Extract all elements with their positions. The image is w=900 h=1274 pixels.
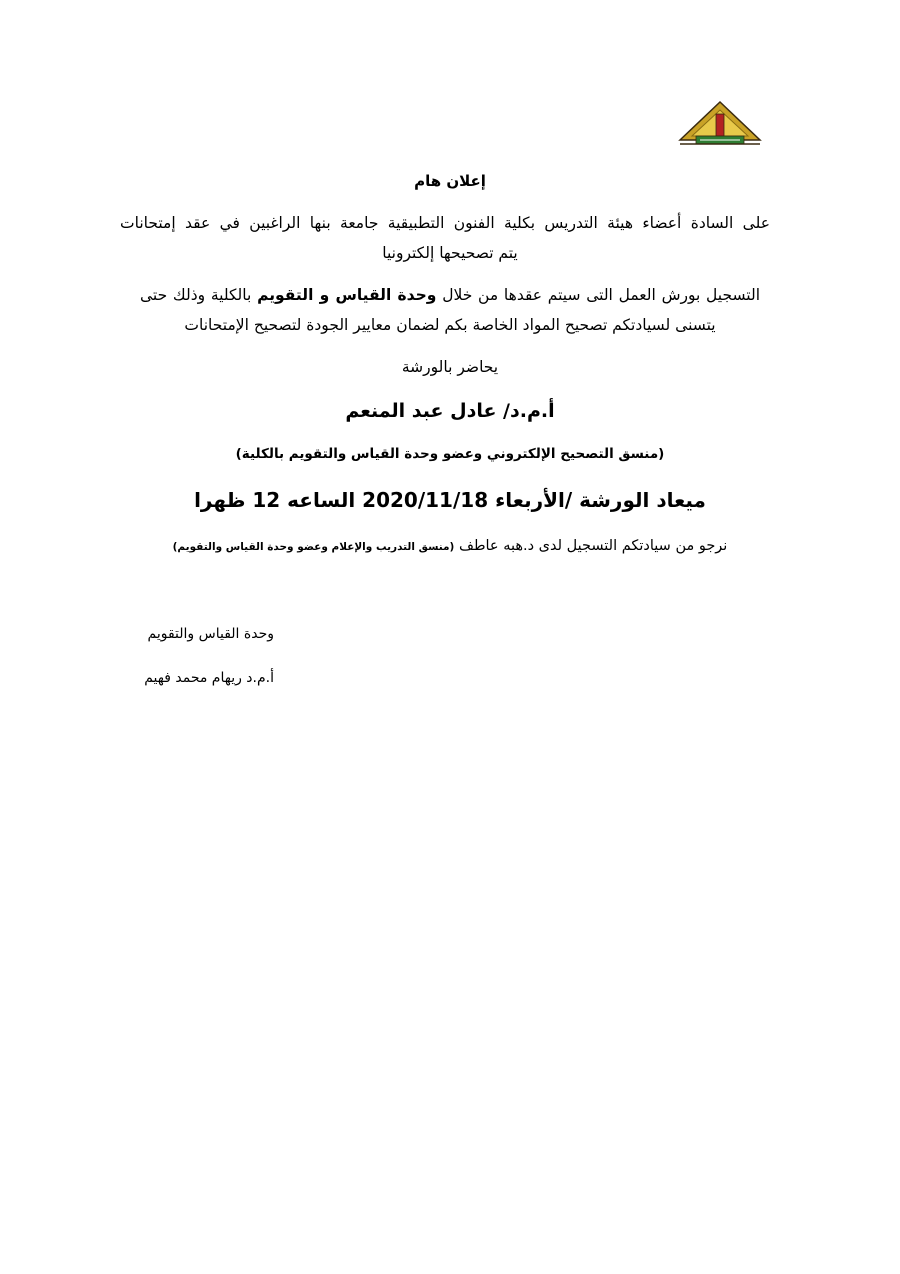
contact-role: (منسق التدريب والإعلام وعضو وحدة القياس والتقويم) (172, 541, 455, 553)
measurement-unit-name: وحدة القياس و التقويم (257, 286, 437, 304)
signature-name: أ.م.د ريهام محمد فهيم (144, 670, 274, 686)
contact-text: نرجو من سيادتكم التسجيل لدى د.هبه عاطف (454, 538, 728, 554)
registration-text-end: بالكلية وذلك حتى (140, 286, 258, 304)
speaker-name: أ.م.د/ عادل عبد المنعم (345, 400, 555, 422)
workshop-date: ميعاد الورشة /الأربعاء 2020/11/18 الساعه 12 ظهرا (194, 488, 706, 512)
emblem-graphic (678, 96, 762, 150)
announcement-title: إعلان هام (414, 172, 486, 190)
university-emblem-icon (678, 96, 762, 150)
intro-line-1: على السادة أعضاء هيئة التدريس بكلية الفنون التطبيقية جامعة بنها الراغبين في عقد إمتحانات (120, 214, 770, 232)
speaker-label: يحاضر بالورشة (401, 358, 499, 376)
signature-unit: وحدة القياس والتقويم (147, 626, 274, 642)
registration-text-start: التسجيل بورش العمل التى سيتم عقدها من خلال (436, 286, 761, 304)
intro-line-2: يتم تصحيحها إلكترونيا (382, 244, 518, 262)
contact-line (150, 538, 750, 554)
registration-line-1 (140, 286, 760, 304)
speaker-role: (منسق التصحيح الإلكتروني وعضو وحدة القياس والتقويم بالكلية) (235, 446, 665, 462)
registration-line-2: يتسنى لسيادتكم تصحيح المواد الخاصة بكم لضمان معايير الجودة لتصحيح الإمتحانات (184, 316, 716, 334)
